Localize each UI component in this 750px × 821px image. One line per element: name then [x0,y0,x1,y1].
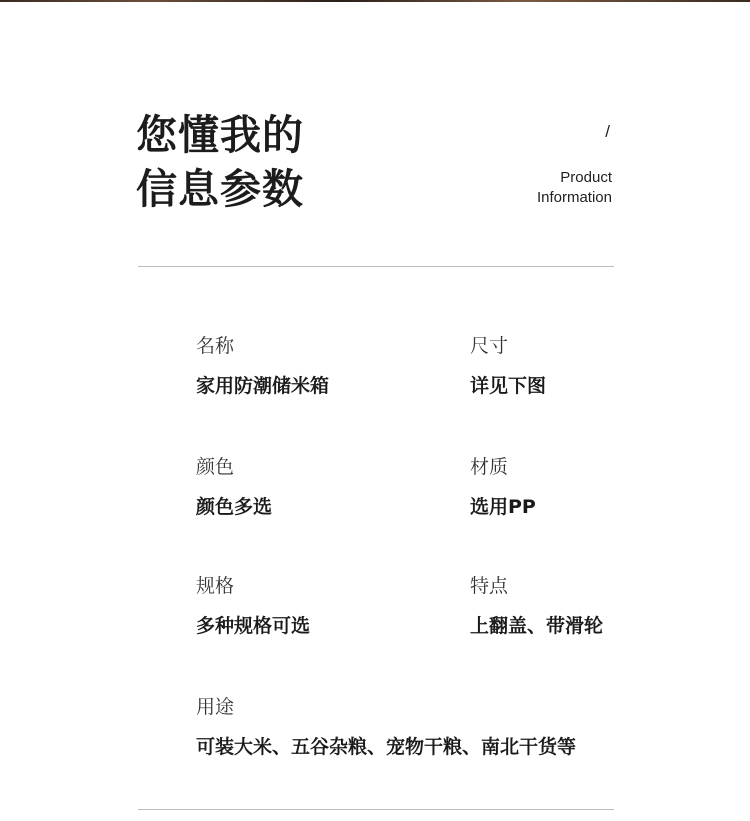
spec-label: 用途 [196,696,235,718]
spec-size [470,333,546,399]
spec-color [196,454,272,520]
spec-value: 家用防潮储米箱 [196,375,330,397]
spec-specification [196,573,310,639]
spec-label: 规格 [196,575,235,597]
spec-label: 特点 [470,575,509,597]
slash-separator: / [605,122,610,141]
spec-usage [196,694,576,760]
spec-label: 颜色 [196,456,235,478]
spec-material [470,454,536,520]
page-title [136,108,304,216]
spec-label: 名称 [196,335,235,357]
title-line-1: 您懂我的 [136,111,304,159]
spec-value: 多种规格可选 [196,615,311,637]
spec-value: 上翻盖、带滑轮 [470,615,604,637]
subtitle-line-1: Product [560,169,612,186]
spec-value: 颜色多选 [196,496,273,518]
spec-value: 选用PP [470,496,536,518]
bottom-divider [138,809,614,810]
spec-name [196,333,329,399]
spec-value: 可装大米、五谷杂粮、宠物干粮、南北干货等 [196,736,577,758]
top-divider [138,266,614,267]
spec-label: 尺寸 [470,335,509,357]
subtitle-line-2: Information [536,189,612,206]
product-information-subtitle [537,168,612,208]
spec-label: 材质 [470,456,509,478]
spec-feature [470,573,603,639]
title-line-2: 信息参数 [136,165,304,213]
spec-value: 详见下图 [470,375,547,397]
top-decorative-strip [0,0,750,2]
